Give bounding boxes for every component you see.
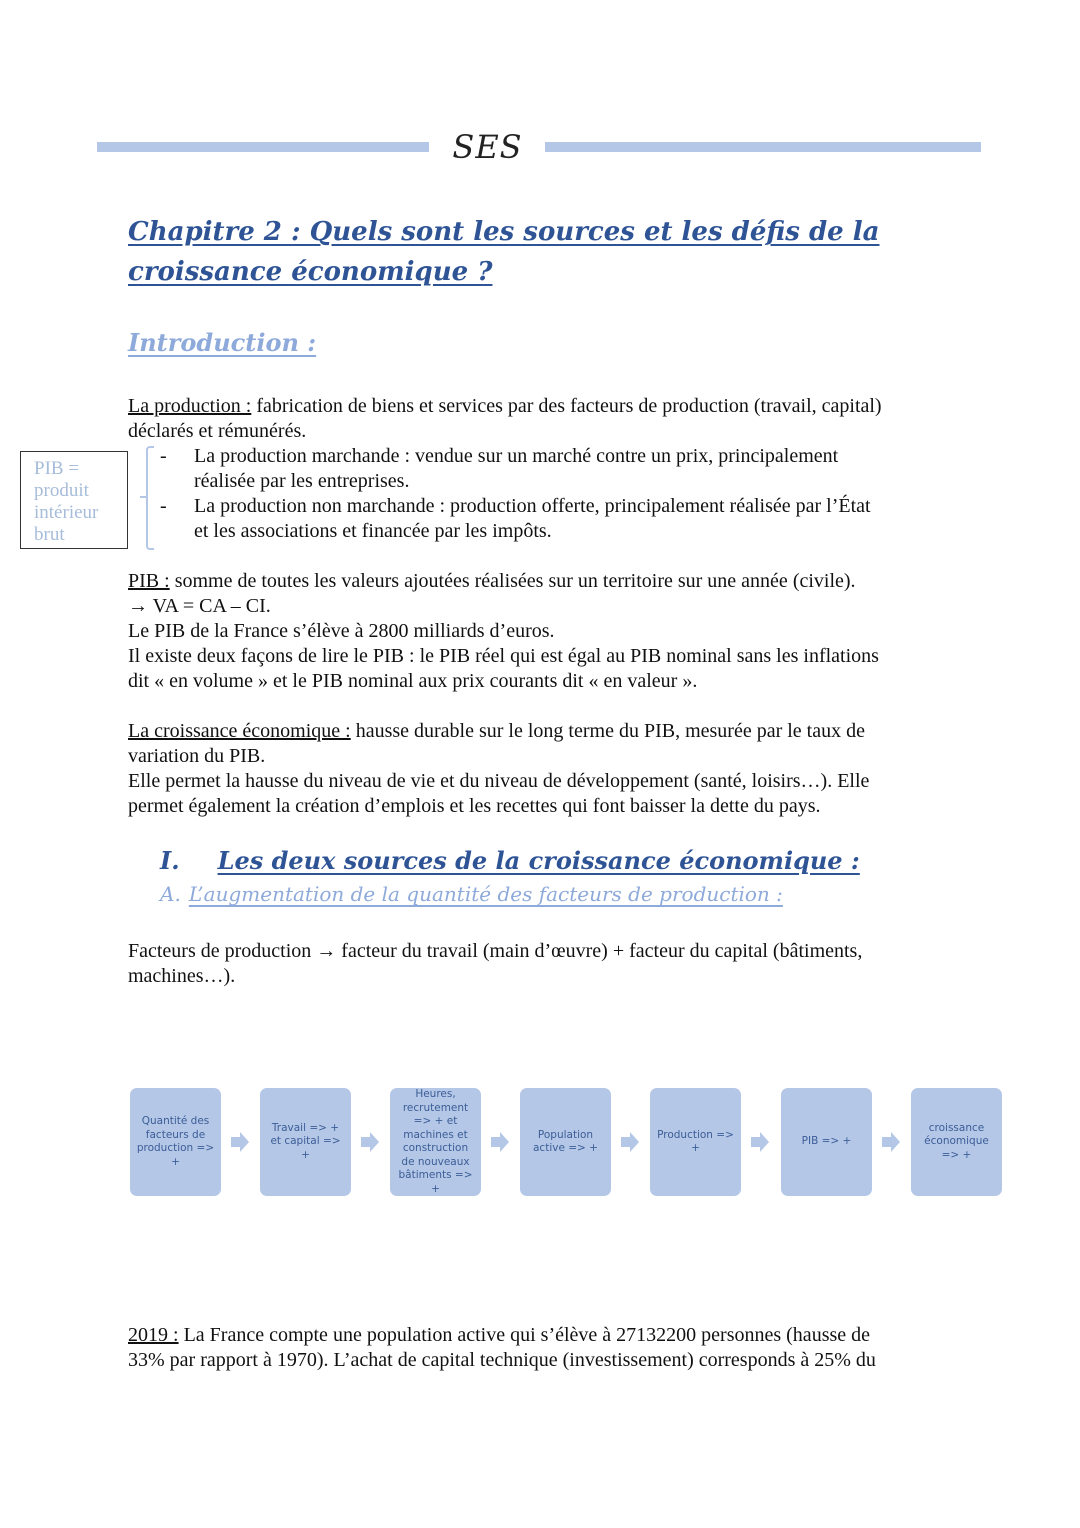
flow-step-pib: PIB => + [781,1088,872,1196]
pib-term: PIB : [128,570,170,592]
section-a-heading [160,882,783,906]
pib-paragraph [128,569,856,594]
bullet-non-marchande-line1: La production non marchande : production offerte, principalement réalisée par l’État [194,495,871,517]
croissance-line2: variation du PIB. [128,745,266,767]
pib-sidebox [20,451,128,549]
flow-step-production: Production => + [650,1088,741,1196]
chapter-title: Chapitre 2 : Quels sont les sources et les défis de la croissance économique ? [128,217,880,287]
croissance-line1: hausse durable sur le long terme du PIB, mesurée par le taux de [350,720,865,742]
production-paragraph [128,394,882,419]
facteurs-line1: Facteurs de production → facteur du travail (main d’œuvre) + facteur du capital (bâtiments, [128,940,863,962]
production-term: La production : [128,395,252,417]
production-line1: fabrication de biens et services par des facteurs de production (travail, capital) [251,395,882,417]
year-2019-term: 2019 : [128,1324,179,1346]
flow-step-quantite: Quantité des facteurs de production => + [130,1088,221,1196]
year-2019-line2: 33% par rapport à 1970). L’achat de capital technique (investissement) corresponds à 25% du [128,1349,876,1371]
section-1-number: I. [160,846,180,875]
header-rule-left [97,142,429,152]
croissance-line4: permet également la création d’emplois et les recettes qui font baisser la dette du pays. [128,795,821,817]
section-a-title: L’augmentation de la quantité des facteurs de production : [188,882,783,906]
croissance-line3: Elle permet la hausse du niveau de vie et du niveau de développement (santé, loisirs…). Elle [128,770,870,792]
section-1-heading [160,846,860,875]
flow-step-croissance: croissance économique => + [911,1088,1002,1196]
bullet-marchande-line1: La production marchande : vendue sur un marché contre un prix, principalement [194,445,839,467]
arrow-right-icon [882,1132,900,1152]
sidebox-line: PIB = [34,458,80,479]
section-a-letter: A. [160,882,181,906]
pib-line3: Le PIB de la France s’élève à 2800 milliards d’euros. [128,620,555,642]
intro-heading: Introduction : [128,328,317,357]
sidebox-line: produit [34,480,89,501]
sidebox-line: brut [34,524,65,545]
bullet-marchande-line2: réalisée par les entreprises. [194,470,410,492]
pib-line2: → VA = CA – CI. [128,595,271,617]
flow-step-population: Population active => + [520,1088,611,1196]
arrow-right-icon [231,1132,249,1152]
arrow-right-icon [621,1132,639,1152]
croissance-paragraph [128,719,865,744]
bracket-decoration [146,446,154,550]
bullet-non-marchande-line2: et les associations et financée par les impôts. [194,520,552,542]
arrow-right-icon [361,1132,379,1152]
year-2019-line1: La France compte une population active qui s’élève à 27132200 personnes (hausse de [178,1324,871,1346]
flow-step-heures: Heures, recrutement => + et machines et construction de nouveaux bâtiments => + [390,1088,481,1196]
pib-line5: dit « en volume » et le PIB nominal aux prix courants dit « en valeur ». [128,670,698,692]
year-2019-paragraph [128,1323,870,1348]
page-title: SES [452,128,523,166]
bracket-tick [140,496,147,498]
facteurs-line2: machines…). [128,965,236,987]
arrow-right-icon [751,1132,769,1152]
flow-step-travail: Travail => + et capital => + [260,1088,351,1196]
pib-line1: somme de toutes les valeurs ajoutées réalisées sur un territoire sur une année (civile). [169,570,856,592]
bullet-dash: - [160,445,167,467]
arrow-right-icon [491,1132,509,1152]
production-line2: déclarés et rémunérés. [128,420,307,442]
croissance-term: La croissance économique : [128,720,351,742]
sidebox-line: intérieur [34,502,99,523]
pib-line4: Il existe deux façons de lire le PIB : le PIB réel qui est égal au PIB nominal sans les inflations [128,645,879,667]
header-rule-right [545,142,981,152]
bullet-dash: - [160,495,167,517]
section-1-title: Les deux sources de la croissance économique : [217,846,860,875]
